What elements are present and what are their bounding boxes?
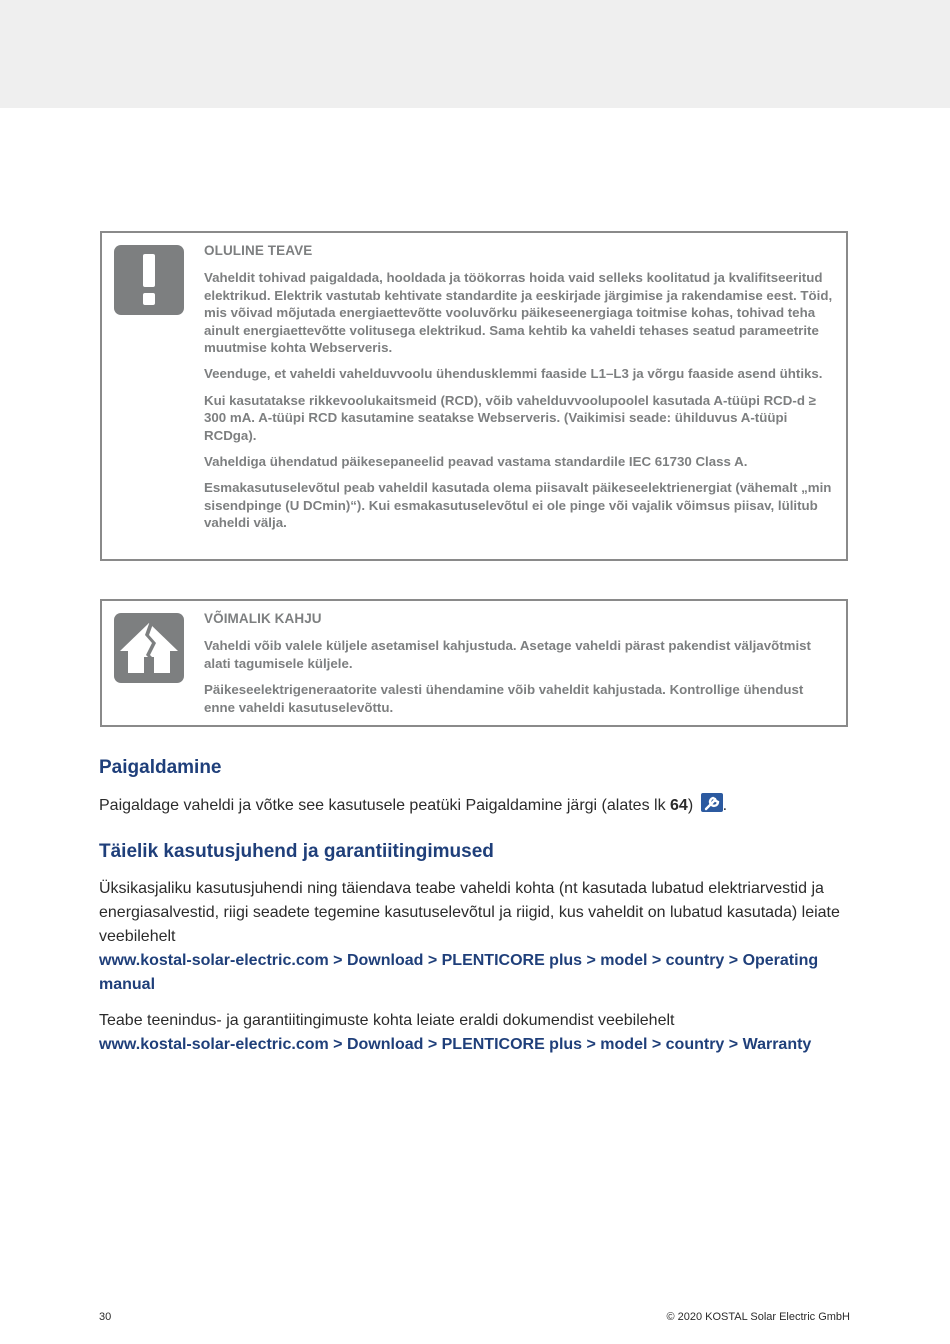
important-info-paragraph: Vaheldit tohivad paigaldada, hooldada ja töökorras hoida vaid selleks koolitatud ja kvalifitseeritud elektrikud. Elektrik vastutab kehtivate standardite ja eeskirjade järgimise ja rakendamise eest. Töid, mis võivad mõjutada energiaettevõtte vooluvõrku päikeseenergiaga toitmise kohas, tohivad teha ainult energiaettevõtte volitusega elektrikud. Sama kehtib ka vaheldi tehases seatud parameetrite muutmise kohta Webserveris. [204, 270, 833, 356]
installation-paragraph [99, 793, 854, 818]
section-heading-manual-warranty: Täielik kasutusjuhend ja garantiitingimused [99, 841, 494, 862]
important-info-content [204, 233, 834, 532]
installation-text-close: ) [687, 797, 698, 814]
damaged-house-icon [114, 613, 184, 683]
possible-damage-title: VÕIMALIK KAHJU [204, 611, 322, 626]
wrench-icon [701, 793, 723, 812]
header-band [0, 0, 950, 108]
manual-text: Üksikasjaliku kasutusjuhendi ning täiendava teabe vaheldi kohta (nt kasutada lubatud elektriarvestid ja energiasalvestid, riigi seadete tegemine kasutuselevõtul ja riigid, kus vaheldit on lubatud kasutada) leiate veebilehelt [99, 880, 840, 945]
important-info-paragraph: Kui kasutatakse rikkevoolukaitsmeid (RCD), võib vahelduvvoolupoolel kasutada A-tüüpi RCD-d ≥ 300 mA. A-tüüpi RCD kasutamine seatakse Webserveris. (Vaikimisi seade: ühilduvus A-tüüpi RCDga). [204, 392, 816, 443]
page-reference[interactable]: 64 [670, 797, 688, 814]
possible-damage-content [204, 601, 834, 716]
important-info-title: OLULINE TEAVE [204, 243, 313, 258]
important-info-paragraph: Veenduge, et vaheldi vahelduvvoolu ühendusklemmi faaside L1–L3 ja võrgu faaside asend ühtiks. [204, 366, 823, 382]
operating-manual-link[interactable]: www.kostal-solar-electric.com > Download > PLENTICORE plus > model > country > Operating manual [99, 952, 819, 993]
possible-damage-paragraph: Päikeseelektrigeneraatorite valesti ühendamine võib vaheldit kahjustada. Kontrollige ühendust enne vaheldi kasutuselevõttu. [204, 682, 804, 715]
exclamation-icon [114, 245, 184, 315]
installation-end: . [722, 797, 728, 814]
warranty-link[interactable]: www.kostal-solar-electric.com > Download > PLENTICORE plus > model > country > Warranty [99, 1036, 812, 1053]
important-info-paragraph: Vaheldiga ühendatud päikesepaneelid peavad vastama standardile IEC 61730 Class A. [204, 454, 748, 470]
important-info-paragraph: Esmakasutuselevõtul peab vaheldil kasutada olema piisavalt päikeseelektrienergiat (vähemalt „min sisendpinge (U DCmin)“). Kui esmakasutuselevõtul ei ole pinge või vajalik võimsus piisav, lülitub vaheldi välja. [204, 480, 832, 531]
installation-text: Paigaldage vaheldi ja võtke see kasutusele peatüki Paigaldamine järgi (alates lk [99, 797, 671, 814]
important-info-box [100, 231, 848, 561]
warranty-paragraph [99, 1009, 854, 1057]
section-heading-installation: Paigaldamine [99, 757, 222, 778]
manual-paragraph [99, 877, 854, 997]
warranty-text: Teabe teenindus- ja garantiitingimuste kohta leiate eraldi dokumendist veebilehelt [99, 1012, 675, 1029]
page-number: 30 [99, 1311, 112, 1323]
possible-damage-box [100, 599, 848, 727]
possible-damage-paragraph: Vaheldi võib valele küljele asetamisel kahjustuda. Asetage vaheldi pärast pakendist väljavõtmist alati tagumisele küljele. [204, 638, 811, 671]
copyright: © 2020 KOSTAL Solar Electric GmbH [666, 1311, 850, 1323]
